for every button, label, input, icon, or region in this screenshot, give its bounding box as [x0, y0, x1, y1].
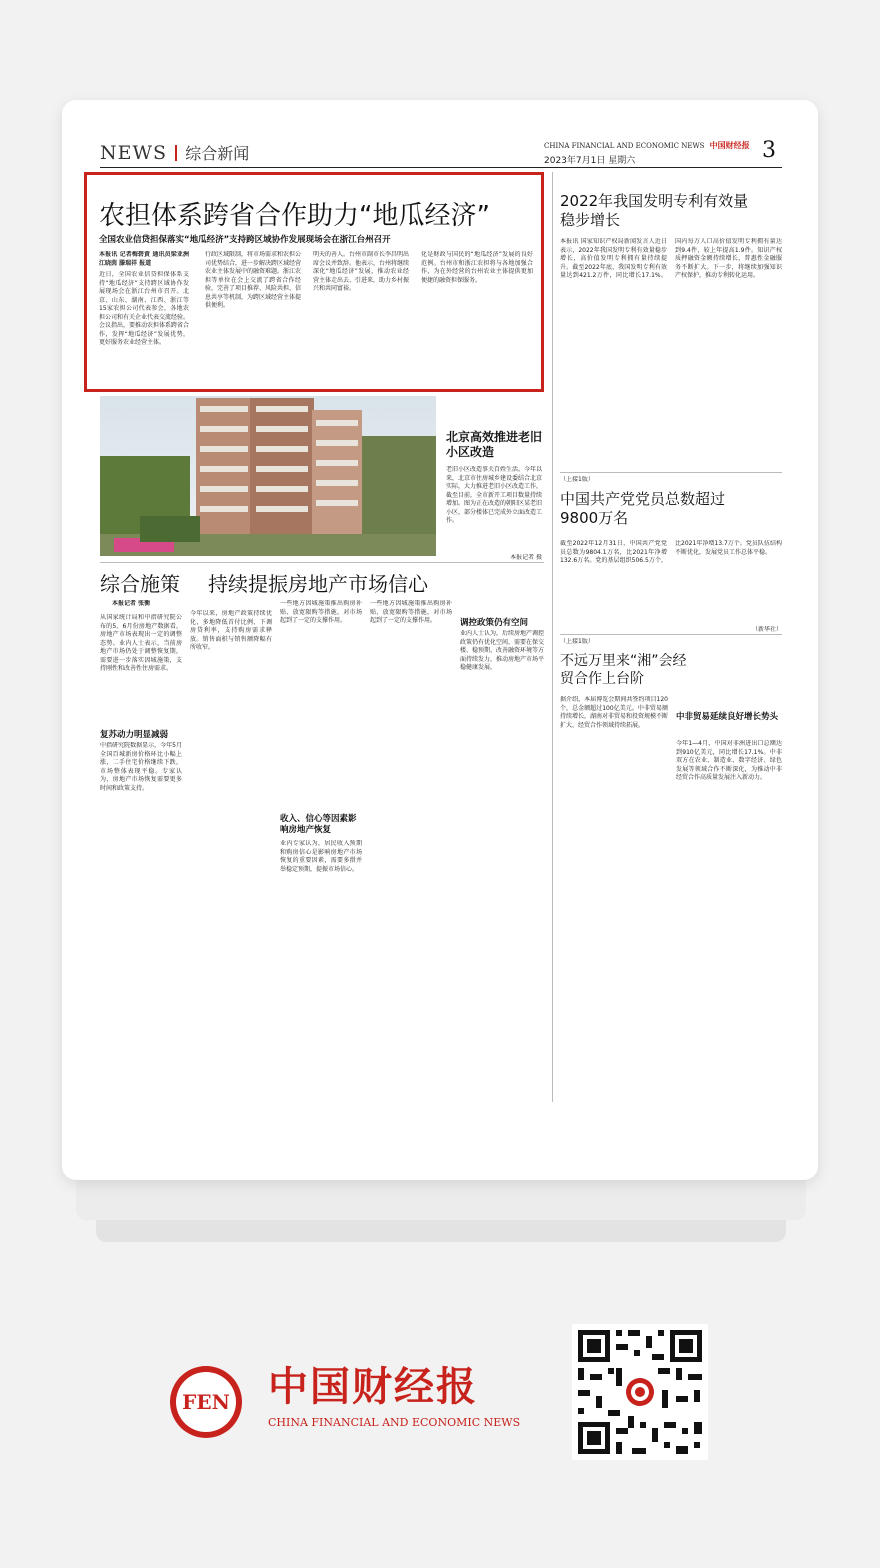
feature-subhead-2: 收入、信心等因素影响房地产恢复 [280, 814, 357, 835]
feature-subhead-3: 调控政策仍有空间 [460, 618, 529, 628]
bottom-right-rule [560, 634, 782, 635]
newspaper-page [62, 100, 818, 1180]
mid-right-title: 中国共产党党员总数超过9800万名 [560, 490, 726, 527]
mid-right-text: 截至2022年12月31日，中国共产党党员总数为9804.1万名，比2021年净增132.6万名。党的基层组织506.5万个，比2021年净增13.7万个。党员队伍结构不断优化，发展党员工作总体平稳。 [560, 540, 782, 564]
feature-top-rule [100, 562, 544, 563]
lead-col1: 近日，全国农业信贷担保体系支持“地瓜经济”支持跨区域协作发展现场会在浙江台州市召开。北京、山东、湖南、江西、浙江等15家农担公司代表参会，各地农担公司和有关企业代表交流经验。会议指出，要推动农担体系跨省合作，发挥“地瓜经济”发展优势，更好服务农业经营主体。 [99, 271, 189, 346]
footer-logo [170, 1360, 550, 1440]
paper-zh: 中国财经报 [709, 140, 750, 150]
qr-code[interactable] [572, 1324, 708, 1460]
footer-logo-zh: 中国财经报 [268, 1363, 478, 1410]
footer-logo-en: CHINA FINANCIAL AND ECONOMIC NEWS [268, 1416, 521, 1429]
header-rule [100, 167, 782, 168]
feature-col3-text: 一些地方因城施策推出购房补贴、放宽限购等措施，对市场起到了一定的支撑作用。 [280, 600, 362, 624]
section-zh: 综合新闻 [185, 144, 250, 163]
paper-en: CHINA FINANCIAL AND ECONOMIC NEWS [544, 142, 705, 150]
right-column-rule [552, 172, 553, 1102]
feature-col5-text: 业内人士认为，后续房地产调控政策仍有优化空间，需要在保交楼、稳预期、改善融资环境等方面持续发力，推动房地产市场平稳健康发展。 [460, 630, 544, 671]
bottom-right-text: 据介绍，本届博览会期间共签约项目120个，总金额超过100亿美元。中非贸易额持续增长，湖南对非贸易和投资规模不断扩大，经贸合作领域持续拓展。 [560, 696, 668, 729]
lead-article-box [84, 172, 544, 392]
mid-right-rule [560, 472, 782, 473]
feature-col4-text: 一些地方因城施策推出购房补贴、放宽限购等措施，对市场起到了一定的支撑作用。 [370, 600, 452, 624]
feature-col1-text: 从国家统计局和中指研究院公布的5、6月份房地产数据看，房地产市场表现出一定的调整态势。业内人士表示，当前房地产市场仍处于调整恢复期，需要进一步落实因城施策，支持刚性和改善性住房需求。 [100, 614, 182, 672]
fen-logo-mark [170, 1366, 242, 1438]
section-en: NEWS [100, 142, 168, 164]
masthead-right [544, 140, 754, 166]
feature-byline: 本报记者 张衡 [112, 600, 151, 607]
feature-title: 持续提振房地产市场信心 [208, 572, 428, 596]
page-number: 3 [762, 138, 776, 163]
right-top-title: 2022年我国发明专利有效量稳步增长 [560, 192, 749, 229]
bottom-right-title: 不远万里来“湘”会经贸合作上台阶 [560, 653, 687, 687]
lead-title: 农担体系跨省合作助力“地瓜经济” [99, 201, 490, 231]
section-label [100, 141, 249, 165]
feature-col1-text2: 中指研究院数据显示，今年5月全国百城新房价格环比小幅上涨，二手住宅价格继续下跌，市场整体表现平稳。专家认为，房地产市场恢复需要更多时间和政策支持。 [100, 742, 182, 792]
feature-col3-text2: 业内专家认为，居民收入预期和购房信心是影响房地产市场恢复的重要因素，需要多措并举稳定预期，提振市场信心。 [280, 840, 362, 873]
feature-subhead-1: 复苏动力明显减弱 [100, 730, 169, 740]
bottom-right-text2: 今年1—4月，中国对非洲进出口总额达到910亿美元，同比增长17.1%。中非双方在农业、制造业、数字经济、绿色发展等领域合作不断深化，为推动中非经贸合作高质量发展注入新动力。 [676, 740, 782, 781]
lead-col4: 化是财政与国民的“地瓜经济”发展的良好范例。台州市和浙江农担将与各地加强合作，为在外经营的台州农业主体提供更加便捷的融资担保服务。 [421, 251, 533, 284]
photo-caption-text: 老旧小区改造事关百姓生活。今年以来，北京市住房城乡建设委结合北京实际，大力推进老旧小区改造工作，截至目前，全市新开工项目数量持续增加。图为正在改造的朝阳区某老旧小区，部分楼体已完成外立面改造工作。 [446, 466, 542, 524]
right-top-text: 本报讯 国家知识产权局新闻发言人近日表示，2022年我国发明专利有效量稳步增长，高价值发明专利拥有量持续提升。截至2022年底，我国发明专利有效量达到421.2万件，同比增长17.1%。国内每万人口高价值发明专利拥有量达到9.4件，较上年提高1.9件。知识产权质押融资金额持续增长，普惠性金融服务不断扩大。下一步，将继续加强知识产权保护，推动专利转化运用。 [560, 238, 782, 279]
photo-residential-buildings [100, 396, 436, 556]
lead-subtitle: 全国农业信贷担保落实“地瓜经济”支持跨区域协作发展现场会在浙江台州召开 [99, 235, 391, 245]
feature-kicker: 综合施策 [100, 572, 180, 596]
mid-right-tag: （上接1版） [560, 476, 594, 483]
bottom-right-tag: （上接1版） [560, 638, 594, 645]
feature-col2-text: 今年以来，房地产政策持续优化，多地降低首付比例、下调房贷利率，支持购房需求释放。销售面积与销售额降幅有所收窄。 [190, 610, 272, 651]
lead-col3: 明天的善人。台州市副市长李昌明出席会议并致辞。他表示，台州将继续深化“地瓜经济”发展，推动农业经营主体走出去、引进来，助力乡村振兴和共同富裕。 [313, 251, 409, 292]
issue-date: 2023年7月1日 星期六 [544, 156, 636, 166]
photo-caption-credit: 本报记者 摄 [510, 554, 542, 561]
fen-logo-text: FEN [182, 1390, 230, 1414]
bottom-right-subhead: 中非贸易延续良好增长势头 [676, 712, 779, 722]
masthead-line [544, 140, 754, 151]
mid-right-credit: （新华社） [751, 626, 782, 633]
lead-col2: 行政区域限制，将市场需求和农担公司优势结合，进一步解决跨区域经营农业主体发展中的融资难题。浙江农担等单位在会上交流了跨省合作经验，完善了项目推荐、风险共担、信息共享等机制，为跨区域经营主体提供便利。 [205, 251, 301, 309]
photo-caption-title: 北京高效推进老旧小区改造 [446, 430, 543, 459]
lead-byline: 本报讯 记者梅碧黄 通讯员梁亚洲 江晓茵 滕瑞祥 报道 [99, 251, 189, 267]
section-divider [175, 145, 177, 161]
